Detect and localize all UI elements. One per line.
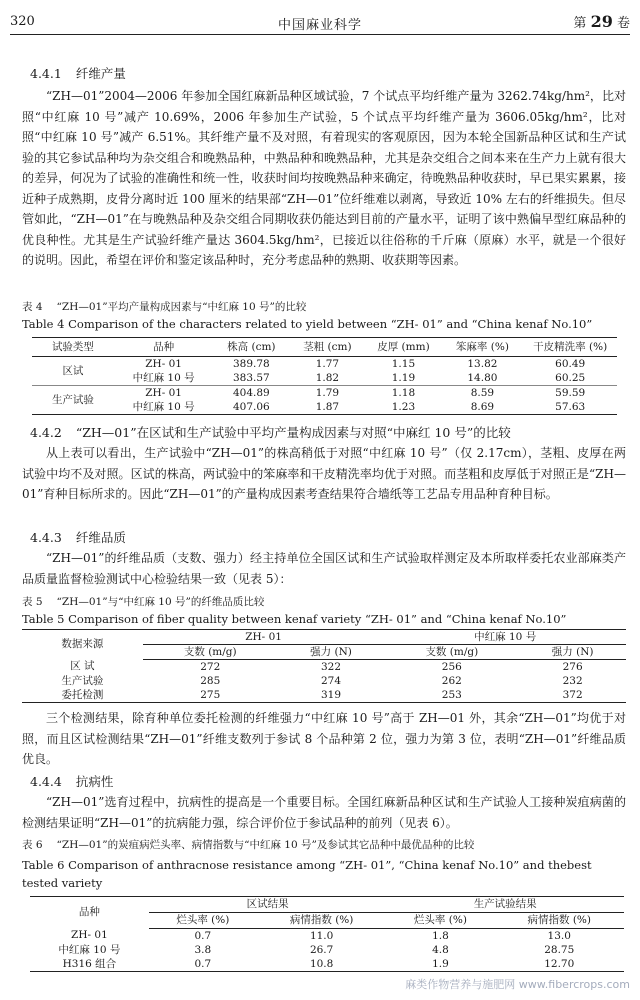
- table-cell: 253: [441, 688, 462, 701]
- table-cell: 0.7: [194, 957, 212, 970]
- table6: [30, 896, 624, 972]
- section-number: 4.4.3: [30, 530, 62, 545]
- table-header: 皮厚 (mm): [365, 338, 441, 357]
- table4-title-en: Table 4 Comparison of the characters related to yield between “ZH- 01” and “China kenaf No.10”: [22, 317, 593, 331]
- table-cell: ZH- 01: [145, 357, 182, 370]
- table-cell: 319: [321, 688, 342, 701]
- table-row: [22, 674, 626, 688]
- paragraph-fiber-quality: “ZH—01”的纤维品质（支数、强力）经主持单位全国区试和生产试验取样测定及本所取样委托农业部麻类产品质量监督检验测试中心检验结果一致（见表 5）：: [22, 551, 626, 586]
- table-cell: 57.63: [555, 400, 586, 413]
- table-header: 品种: [114, 338, 213, 357]
- table-row: [32, 371, 617, 386]
- table-cell: 8.69: [470, 400, 495, 413]
- table-cell: 389.78: [232, 357, 270, 370]
- table-cell: 28.75: [544, 943, 575, 956]
- section-number: 4.4.4: [30, 774, 62, 789]
- section-heading-4-4-2: [30, 423, 511, 441]
- table5-title-en: Table 5 Comparison of fiber quality between kenaf variety “ZH- 01” and “China kenaf No.10”: [22, 612, 567, 626]
- table-cell: 1.18: [365, 386, 441, 401]
- table-header: 试验类型: [32, 338, 114, 357]
- site-watermark: 麻类作物营养与施肥网 www.fibercrops.com: [405, 978, 630, 991]
- table6-title-cn: “ZH—01”的炭疽病烂头率、病情指数与“中红麻 10 号”及参试其它品种中最优品种的比较: [56, 839, 475, 851]
- volume-label: [573, 12, 630, 31]
- table-cell: 1.8: [432, 929, 449, 942]
- table-header: 烂头率 (%): [149, 913, 257, 929]
- table6-label: 表 6: [22, 839, 43, 851]
- table-cell: 404.89: [213, 386, 289, 401]
- table-row: [32, 400, 617, 415]
- table-cell: 8.59: [441, 386, 523, 401]
- table4-label: 表 4: [22, 301, 43, 313]
- table5: [22, 629, 626, 703]
- table-cell: 256: [441, 660, 462, 673]
- table-cell: 区 试: [70, 660, 95, 673]
- table-header: 强力 (N): [519, 645, 626, 660]
- table-header: 强力 (N): [278, 645, 385, 660]
- table-cell: 383.57: [232, 371, 270, 384]
- table-cell: 13.82: [467, 357, 498, 370]
- table4-header-row: [32, 338, 617, 357]
- table-header: ZH- 01: [245, 630, 282, 643]
- page-header: [10, 12, 630, 35]
- table-cell: 262: [441, 674, 462, 687]
- table-cell: 272: [200, 660, 221, 673]
- table-cell: 0.7: [194, 929, 212, 942]
- page-number: 320: [10, 14, 35, 29]
- paragraph-quality-results: 三个检测结果，除育种单位委托检测的纤维强力“中红麻 10 号”高于 ZH—01 外，其余“ZH—01”均优于对照，而且区试检测结果“ZH—01”纤维支数列于参试 8 个品种第 2 位，强力为第 3 位，表明“ZH—01”纤维品质优良。: [22, 711, 626, 766]
- table-header: 烂头率 (%): [386, 913, 494, 929]
- section-number: 4.4.2: [30, 425, 62, 440]
- table-cell: 4.8: [432, 943, 449, 956]
- table4-title-cn: “ZH—01”平均产量构成因素与“中红麻 10 号”的比较: [56, 301, 307, 313]
- table-header: 中红麻 10 号: [474, 630, 537, 643]
- paragraph-disease-resistance: “ZH—01”选育过程中，抗病性的提高是一个重要目标。全国红麻新品种区试和生产试验人工接种炭疽病菌的检测结果证明“ZH—01”的抗病能力强，综合评价位于参试品种的前列（见表 6）。: [22, 795, 626, 830]
- table-cell: 生产试验: [32, 386, 114, 415]
- table-cell: 407.06: [232, 400, 270, 413]
- table-cell: ZH- 01: [114, 386, 213, 401]
- table-cell: 1.77: [315, 357, 340, 370]
- table-cell: 59.59: [523, 386, 617, 401]
- table-cell: 1.82: [315, 371, 340, 384]
- table-header: 区试结果: [246, 898, 289, 910]
- table-row: [30, 957, 624, 972]
- section-number: 4.4.1: [30, 66, 62, 81]
- table6-caption-cn: [22, 837, 474, 852]
- section-heading-4-4-3: [30, 528, 126, 546]
- table-row: [30, 943, 624, 957]
- table-cell: ZH- 01: [71, 929, 108, 942]
- table-cell: 12.70: [544, 957, 575, 970]
- table5-title-cn: “ZH—01”与“中红麻 10 号”的纤维品质比较: [56, 596, 265, 608]
- table-cell: 中红麻 10 号: [58, 943, 121, 956]
- table-cell: 1.79: [289, 386, 365, 401]
- table-cell: 26.7: [309, 943, 334, 956]
- table-cell: 1.23: [391, 400, 416, 413]
- table-cell: 1.9: [432, 957, 449, 970]
- table-header: 干皮精洗率 (%): [523, 338, 617, 357]
- table-row: [32, 357, 617, 372]
- table-cell: 中红麻 10 号: [132, 400, 195, 413]
- table-cell: 1.19: [391, 371, 416, 384]
- table6-group-header-row: [30, 897, 624, 913]
- table-header: 品种: [78, 906, 100, 919]
- section-heading-4-4-1: [30, 64, 126, 82]
- journal-title: 中国麻业科学: [277, 18, 362, 33]
- table6-title-en: Table 6 Comparison of anthracnose resistance among “ZH- 01”, “China kenaf No.10” and thebest tested variety: [22, 858, 592, 890]
- table-cell: 275: [200, 688, 221, 701]
- table-row: [32, 386, 617, 401]
- table-cell: 276: [562, 660, 583, 673]
- table-header: 数据来源: [61, 638, 104, 651]
- table-cell: 60.49: [555, 357, 586, 370]
- table-cell: 11.0: [309, 929, 334, 942]
- table-row: [22, 688, 626, 703]
- table-cell: 10.8: [309, 957, 334, 970]
- paragraph-yield-components: 从上表可以看出，生产试验中“ZH—01”的株高稍低于对照“中红麻 10 号”（仅 2.17cm），茎粗、皮厚在两试验中均不及对照。区试的株高，两试验中的笨麻率和干皮精洗率均优于对照。而茎粗和皮厚低于对照正是“ZH—01”育种目标所求的。因此“ZH—01”的产量构成因素考查结果符合墙纸等工艺品专用品种育种目标。: [22, 446, 626, 501]
- table-cell: 372: [562, 688, 583, 701]
- table-cell: 中红麻 10 号: [132, 371, 195, 384]
- table5-label: 表 5: [22, 596, 43, 608]
- volume-suffix: 卷: [616, 16, 630, 31]
- table-cell: 1.15: [391, 357, 416, 370]
- table-cell: 285: [200, 674, 221, 687]
- section-title: 纤维产量: [75, 66, 126, 81]
- table-row: [22, 660, 626, 675]
- table-cell: 生产试验: [61, 674, 104, 687]
- table-cell: 274: [321, 674, 342, 687]
- table-cell: 60.25: [555, 371, 586, 384]
- table-cell: 1.87: [315, 400, 340, 413]
- table-header: 笨麻率 (%): [441, 338, 523, 357]
- table4: [32, 337, 617, 415]
- table-row: [30, 929, 624, 944]
- table-cell: 13.0: [547, 929, 571, 942]
- table-header: 生产试验结果: [473, 898, 537, 910]
- table-cell: 232: [562, 674, 583, 687]
- table4-caption-cn: [22, 299, 306, 314]
- section-title: 纤维品质: [75, 530, 126, 545]
- table-cell: 14.80: [467, 371, 498, 384]
- table-cell: 3.8: [194, 943, 212, 956]
- table-header: 病情指数 (%): [494, 913, 624, 929]
- volume-number: 29: [590, 12, 613, 31]
- table5-group-header-row: [22, 630, 626, 645]
- volume-prefix: 第: [573, 16, 587, 31]
- section-title: 抗病性: [75, 774, 114, 789]
- table-header: 支数 (m/g): [143, 645, 278, 660]
- section-title: “ZH—01”在区试和生产试验中平均产量构成因素与对照“中麻红 10 号”的比较: [75, 425, 511, 440]
- table-cell: 322: [321, 660, 342, 673]
- table-cell: 委托检测: [61, 688, 104, 701]
- table-header: 茎粗 (cm): [289, 338, 365, 357]
- table-header: 支数 (m/g): [384, 645, 519, 660]
- table-cell: H316 组合: [62, 957, 117, 970]
- section-heading-4-4-4: [30, 772, 113, 790]
- paragraph-fiber-yield: “ZH—01”2004—2006 年参加全国红麻新品种区域试验，7 个试点平均纤维产量为 3262.74kg/hm²，比对照“中红麻 10 号”减产 10.69%，2006 年参加生产试验，5 个试点平均纤维产量为 3606.05kg/hm²，比对照“中红麻 10 号”减产 6.51%。其纤维产量不及对照，有着现实的客观原因，因为本轮全国新品种区试和生产试验的其它参试品种均为杂交组合和晚熟品种，中熟品种和晚熟品种，尤其是杂交组合之间本来在生产力上就有很大的差异，何况为了试验的准确性和统一性，收获时间均按晚熟品种来确定，待晚熟品种收获时，早已果实累累，接近种子成熟期，皮骨分离时近 100 厘米的结果部“ZH—01”位纤维难以剥离，导致近 10% 左右的纤维损失。但尽管如此，“ZH—01”在与晚熟品种及杂交组合同期收获仍能达到目前的产量水平，证明了该中熟偏早型红麻品种的优良种性。尤其是生产试验纤维产量达 3604.5kg/hm²，已接近以往俗称的千斤麻（原麻）水平，就是一个很好的说明。因此，希望在评价和鉴定该品种时，充分考虑品种的熟期、收获期等因素。: [22, 89, 626, 267]
- table-cell: 区试: [62, 364, 84, 377]
- table-header: 株高 (cm): [213, 338, 289, 357]
- table5-caption-cn: [22, 594, 264, 609]
- table-header: 病情指数 (%): [257, 913, 387, 929]
